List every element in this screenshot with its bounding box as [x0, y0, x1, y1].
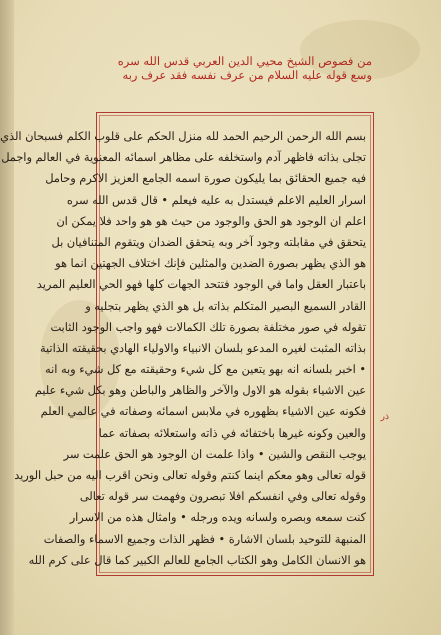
text-line: بذاته المثبت لغيره المدعو بلسان الانبياء والاولياء الهادي بحقيقته الذاتية [39, 341, 366, 355]
text-line: اسرار العليم الاعلم فيستدل به عليه فيعلم • قال قدس الله سره [66, 193, 366, 207]
text-line: يوجب النقص والشين • واذا علمت ان الوجود هو الحق علمت سر [63, 447, 366, 461]
text-line: باعتبار العقل واما في الوجود فتتحد الجهات كلها فهو الحي العليم المريد [36, 278, 366, 292]
heading-line: وسع قوله عليه السلام من عرف نفسه فقد عرف ربه [122, 68, 372, 82]
chapter-heading [117, 54, 372, 82]
text-line: قوله تعالى وهو معكم اينما كنتم وقوله تعالى ونحن اقرب اليه من حبل الوريد [14, 469, 366, 482]
manuscript-body [0, 126, 366, 571]
text-line: بسم الله الرحمن الرحيم الحمد لله منزل الحكم على قلوب الكلم فسبحان الذي [0, 130, 366, 143]
heading-line: من فصوص الشيخ محيي الدين العربي قدس الله سره [117, 54, 372, 68]
page-binding-edge [0, 0, 14, 635]
text-line: والعين وكونه غيرها باختفائه في ذاته واستعلائه بصفاته عما [98, 426, 366, 440]
text-line: هو الانسان الكامل وهو الكتاب الجامع للعالم الكبير كما قال على كرم الله [28, 553, 366, 567]
text-line: تقوله في صور مختلفة بصورة تلك الكمالات فهو واجب الوجود الثابت [50, 320, 366, 334]
text-line: وقوله تعالى وفي انفسكم افلا تبصرون وفهمت سر قوله تعالى [79, 490, 366, 504]
margin-note: ذر [380, 412, 389, 422]
text-line: يتحقق في مقابلته وجود آخر وبه يتحقق الضدان ويتقوم المتنافيان بل [51, 235, 366, 249]
text-line: اعلم ان الوجود هو الحق والوجود من حيث هو هو واحد فلا يمكن ان [56, 214, 366, 228]
text-line: تجلى بذاته فاظهر آدم واستخلفه على مظاهر اسمائه المعنوية في العالم واجمل [1, 151, 366, 165]
text-line: فيه جميع الحقائق بما يليكون صورة اسمه الجامع العزيز الاكرم وحامل [45, 172, 366, 186]
text-line: فكونه عين الاشياء بظهوره في ملابس اسمائه وصفاته في عالمي العلم [40, 405, 366, 419]
text-line: المنبهة للتوحيد بلسان الاشارة • فظهر الذات وجميع الاسماء والصفات [43, 532, 366, 546]
text-line: عين الاشياء بقوله هو الاول والآخر والظاهر والباطن وهو بكل شيء عليم [34, 384, 366, 398]
text-line: كنت سمعه وبصره ولسانه ويده ورجله • وامثال هذه من الاسرار [69, 511, 366, 525]
text-line: القادر السميع البصير المتكلم بذاته بل هو الذي يظهر بتجليه و [85, 299, 366, 313]
text-line: • اخبر بلسانه انه بهو يتعين مع كل شيء وحقيقته مع كل شيء وبه انه [45, 363, 366, 377]
text-line: هو الذي يظهر بصورة الضدين والمثلين فإنك اختلاف الجهتين انما هو [55, 257, 366, 271]
